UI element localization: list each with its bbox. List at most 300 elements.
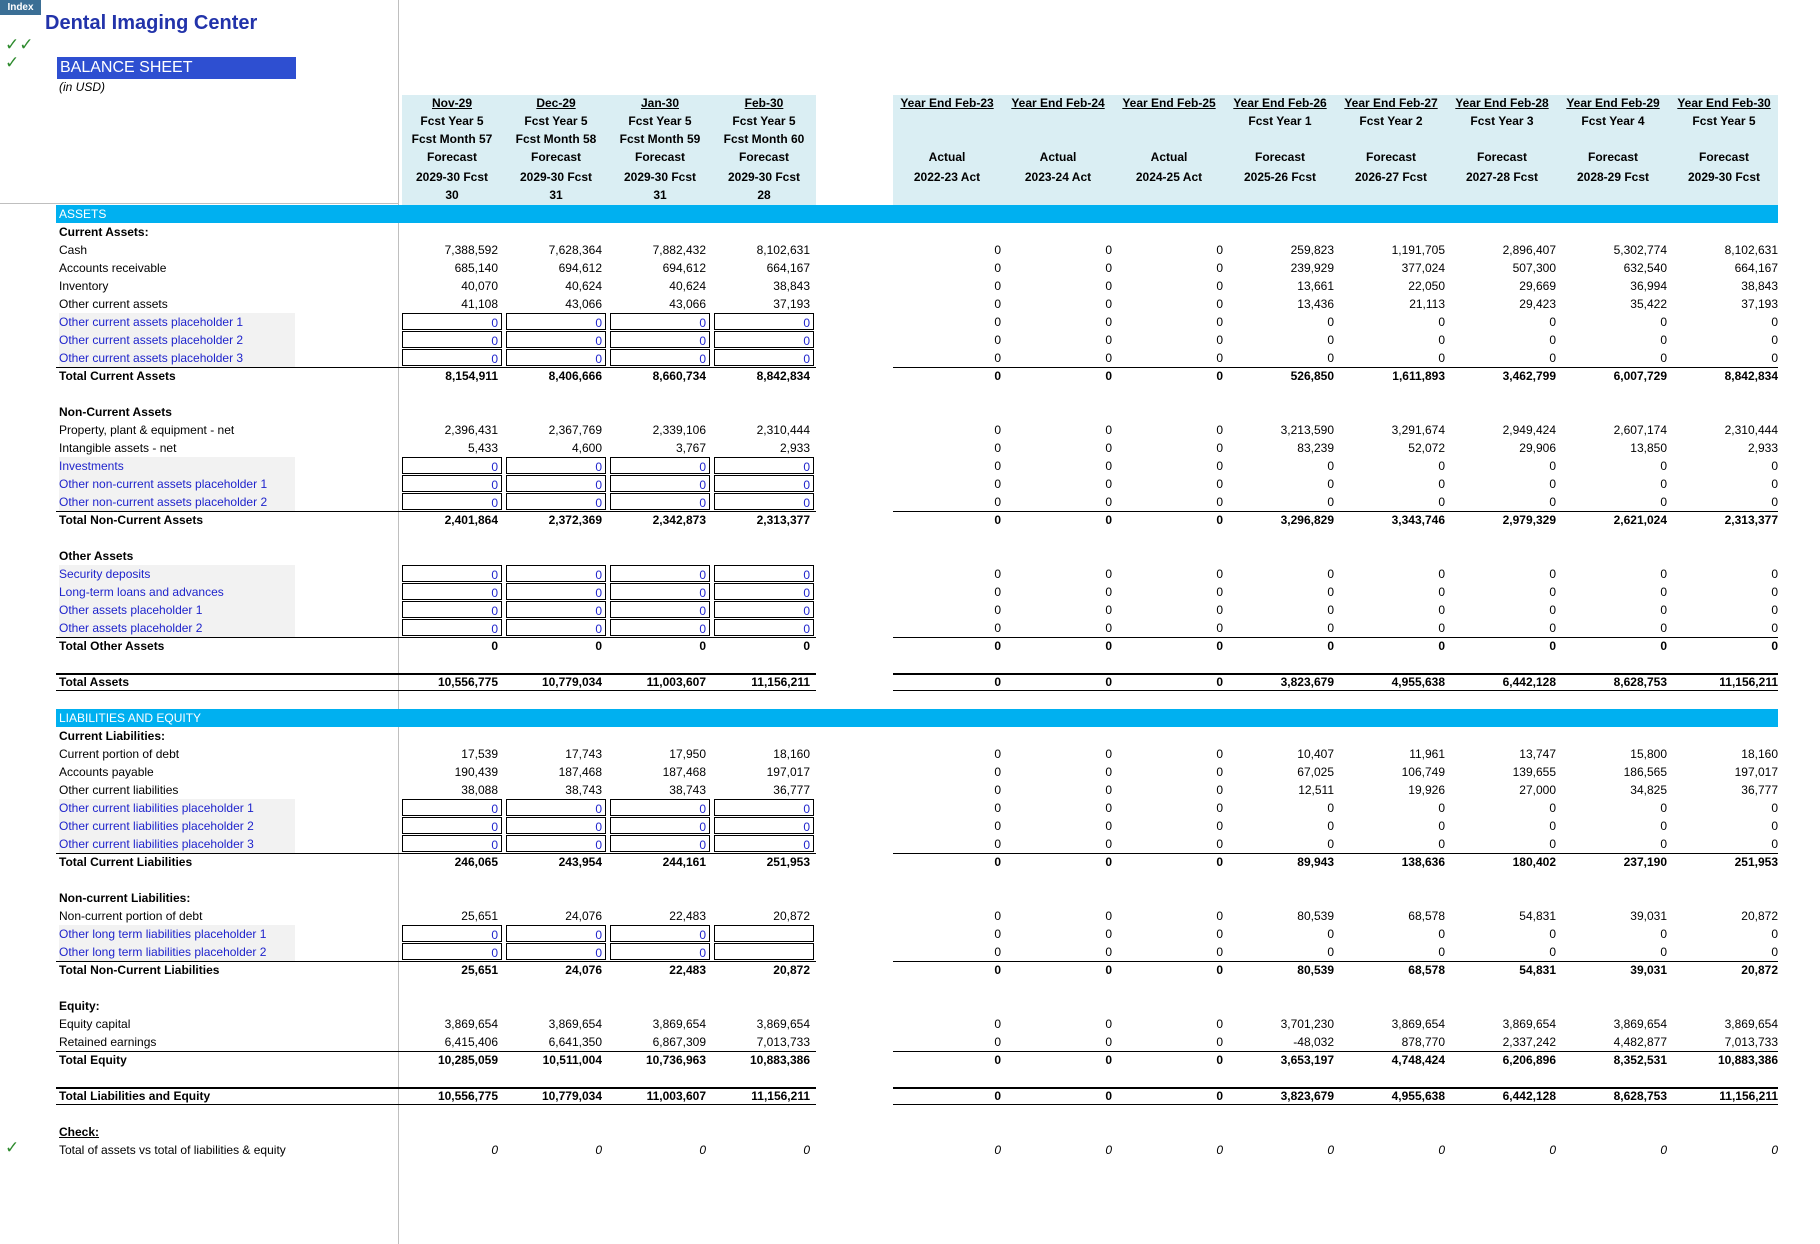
annual-value-cell: 0 [994,333,1001,347]
annual-value-cell: 3,869,654 [1391,1017,1445,1031]
annual-value-cell: 0 [1438,495,1445,509]
row-label: Current portion of debt [59,747,180,761]
row-label: Total Current Liabilities [59,855,193,869]
input-cell[interactable]: 0 [610,925,710,942]
value-cell: 3,869,654 [548,1017,602,1031]
value-cell: 24,076 [565,963,602,977]
annual-value-cell: 3,213,590 [1280,423,1334,437]
annual-value-cell: 0 [1216,369,1223,383]
annual-value-cell: 0 [1771,945,1778,959]
annual-value-cell: 0 [1216,603,1223,617]
input-cell[interactable]: 0 [610,475,710,492]
annual-value-cell: 0 [1216,963,1223,977]
total-top-rule [893,961,1778,962]
annual-value-cell: 68,578 [1408,963,1445,977]
total-top-rule [402,637,816,638]
days-header: 30 [445,188,459,202]
input-cell[interactable]: 0 [402,943,502,960]
annual-value-cell: 6,206,896 [1502,1053,1556,1067]
total-top-rule [56,961,420,962]
annual-value-cell: 0 [1105,1035,1112,1049]
placeholder-row-label[interactable]: Investments [59,457,295,475]
total-top-rule [893,367,1778,368]
row-label: Intangible assets - net [59,441,177,455]
value-cell: 0 [699,639,706,653]
total-top-rule [893,511,1778,512]
value-cell: 685,140 [454,261,498,275]
row-label: Total Equity [59,1053,127,1067]
annual-value-cell: 0 [1549,477,1556,491]
fcst-year-header: Fcst Year 5 [524,114,588,128]
annual-value-cell: 0 [1438,567,1445,581]
annual-value-cell: 0 [994,927,1001,941]
annual-value-cell: 3,869,654 [1502,1017,1556,1031]
annual-value-cell: 0 [994,585,1001,599]
annual-value-cell: 526,850 [1290,369,1334,383]
annual-value-cell: 0 [994,801,1001,815]
input-cell[interactable]: 0 [402,565,502,582]
annual-value-cell: 36,777 [1741,783,1778,797]
annual-value-cell: 259,823 [1290,243,1334,257]
input-cell[interactable]: 0 [402,475,502,492]
input-cell[interactable]: 0 [402,799,502,816]
input-cell[interactable] [714,943,814,960]
annual-value-cell: 0 [1771,351,1778,365]
input-cell[interactable]: 0 [402,583,502,600]
annual-value-cell: 0 [1105,261,1112,275]
input-cell[interactable]: 0 [714,475,814,492]
input-cell[interactable]: 0 [506,925,606,942]
annual-value-cell: 20,872 [1741,909,1778,923]
row-label: Retained earnings [59,1035,157,1049]
value-cell: 10,285,059 [437,1053,498,1067]
section-band-label: ASSETS [59,207,107,221]
annual-value-cell: 0 [994,675,1001,689]
fcst-year-header: Fcst Year 5 [1692,114,1756,128]
value-cell: 43,066 [669,297,706,311]
input-cell[interactable]: 0 [402,817,502,834]
input-cell[interactable]: 0 [506,835,606,852]
input-cell[interactable]: 0 [714,313,814,330]
value-cell: 0 [595,1143,602,1157]
annual-value-cell: 0 [1771,495,1778,509]
annual-value-cell: 0 [1105,675,1112,689]
annual-value-cell: 0 [1216,945,1223,959]
value-cell: 40,624 [565,279,602,293]
placeholder-row-label[interactable]: Other current liabilities placeholder 1 [59,799,295,817]
input-cell[interactable]: 0 [610,457,710,474]
annual-value-cell: 0 [1105,495,1112,509]
annual-value-cell: 180,402 [1512,855,1556,869]
input-cell[interactable]: 0 [402,313,502,330]
input-cell[interactable]: 0 [610,349,710,366]
row-label: Total Non-Current Liabilities [59,963,220,977]
fiscal-year-header: 2024-25 Act [1135,170,1203,184]
input-cell[interactable]: 0 [714,799,814,816]
annual-value-cell: 0 [1660,495,1667,509]
value-cell: 8,842,834 [756,369,810,383]
input-cell[interactable]: 0 [506,619,606,636]
row-label: Total Current Assets [59,369,176,383]
annual-value-cell: 2,607,174 [1613,423,1667,437]
double-check-icon: ✓✓ [5,35,34,54]
input-cell[interactable]: 0 [714,565,814,582]
annual-value-cell: 0 [1216,855,1223,869]
annual-value-cell: 0 [1327,819,1334,833]
total-top-rule [56,637,420,638]
input-cell[interactable]: 0 [714,493,814,510]
row-label: Accounts payable [59,765,154,779]
total-top-rule [402,1051,816,1052]
year-end-header: Year End Feb-26 [1233,96,1327,110]
annual-value-cell: 4,482,877 [1613,1035,1667,1049]
annual-value-cell: 507,300 [1512,261,1556,275]
section-heading: Non-current Liabilities: [59,891,191,905]
annual-value-cell: 0 [994,261,1001,275]
value-cell: 22,483 [669,909,706,923]
input-cell[interactable]: 0 [714,457,814,474]
annual-value-cell: 0 [1216,1089,1223,1103]
annual-value-cell: 0 [1549,495,1556,509]
annual-value-cell: 22,050 [1408,279,1445,293]
annual-value-cell: 0 [1105,819,1112,833]
placeholder-row-label[interactable]: Other current assets placeholder 3 [59,349,295,367]
input-cell[interactable]: 0 [714,835,814,852]
total-top-rule [402,673,816,675]
annual-value-cell: 0 [1216,495,1223,509]
annual-value-cell: 0 [1105,747,1112,761]
value-cell: 190,439 [454,765,498,779]
annual-value-cell: 0 [1327,495,1334,509]
annual-value-cell: 0 [1660,333,1667,347]
annual-value-cell: 8,352,531 [1613,1053,1667,1067]
annual-value-cell: 0 [1327,459,1334,473]
placeholder-row-label[interactable]: Other assets placeholder 2 [59,619,295,637]
annual-value-cell: 878,770 [1401,1035,1445,1049]
annual-value-cell: 0 [994,441,1001,455]
value-cell: 0 [491,639,498,653]
input-cell[interactable]: 0 [402,601,502,618]
placeholder-row-label[interactable]: Other current liabilities placeholder 3 [59,835,295,853]
value-cell: 22,483 [669,963,706,977]
annual-value-cell: 0 [1105,783,1112,797]
value-cell: 2,339,106 [652,423,706,437]
annual-value-cell: 0 [1438,459,1445,473]
input-cell[interactable]: 0 [714,583,814,600]
annual-value-cell: -48,032 [1293,1035,1334,1049]
annual-value-cell: 0 [994,459,1001,473]
annual-value-cell: 0 [1216,621,1223,635]
annual-value-cell: 0 [994,1089,1001,1103]
input-cell[interactable]: 0 [714,349,814,366]
annual-value-cell: 27,000 [1519,783,1556,797]
input-cell[interactable]: 0 [610,565,710,582]
annual-value-cell: 0 [994,909,1001,923]
annual-value-cell: 0 [1105,837,1112,851]
annual-value-cell: 0 [1771,639,1778,653]
value-cell: 8,102,631 [756,243,810,257]
annual-value-cell: 52,072 [1408,441,1445,455]
placeholder-row-label[interactable]: Other assets placeholder 1 [59,601,295,619]
annual-value-cell: 0 [1216,279,1223,293]
annual-value-cell: 0 [1771,819,1778,833]
annual-value-cell: 11,156,211 [1719,1089,1778,1103]
annual-value-cell: 3,869,654 [1724,1017,1778,1031]
annual-value-cell: 0 [994,369,1001,383]
placeholder-row-label[interactable]: Other non-current assets placeholder 1 [59,475,295,493]
input-cell[interactable]: 0 [714,331,814,348]
total-bottom-rule [56,1104,420,1105]
annual-value-cell: 0 [1105,1143,1112,1157]
value-cell: 0 [803,639,810,653]
section-band-label: LIABILITIES AND EQUITY [59,711,202,725]
value-cell: 2,372,369 [548,513,602,527]
annual-value-cell: 0 [1771,477,1778,491]
value-cell: 2,310,444 [756,423,810,437]
annual-value-cell: 0 [1660,639,1667,653]
annual-value-cell: 0 [1549,945,1556,959]
annual-value-cell: 0 [1438,603,1445,617]
company-title: Dental Imaging Center [45,12,258,34]
period-type-header: Forecast [1587,150,1639,164]
annual-value-cell: 0 [1105,603,1112,617]
value-cell: 0 [803,1143,810,1157]
annual-value-cell: 0 [1660,819,1667,833]
annual-value-cell: 0 [1105,369,1112,383]
value-cell: 38,088 [461,783,498,797]
placeholder-row-label[interactable]: Other long term liabilities placeholder 1 [59,925,295,943]
input-cell[interactable]: 0 [610,943,710,960]
annual-value-cell: 0 [994,945,1001,959]
input-cell[interactable]: 0 [610,619,710,636]
annual-value-cell: 0 [994,639,1001,653]
row-label: Accounts receivable [59,261,167,275]
input-cell[interactable]: 0 [506,331,606,348]
placeholder-row-label[interactable]: Other current assets placeholder 1 [59,313,295,331]
fiscal-year-header: 2029-30 Fcst [1687,170,1761,184]
value-cell: 20,872 [773,963,810,977]
annual-value-cell: 0 [1105,333,1112,347]
annual-value-cell: 0 [1216,837,1223,851]
annual-value-cell: 39,031 [1630,909,1667,923]
fcst-month-header: Fcst Month 59 [619,132,701,146]
value-cell: 2,396,431 [444,423,498,437]
annual-value-cell: 0 [1105,1089,1112,1103]
total-bottom-rule [402,690,816,691]
placeholder-row-label[interactable]: Long-term loans and advances [59,583,295,601]
annual-value-cell: 54,831 [1519,963,1556,977]
annual-value-cell: 0 [1105,801,1112,815]
check-icon: ✓ [5,53,20,72]
total-top-rule [893,853,1778,854]
row-label: Cash [59,243,88,257]
annual-value-cell: 0 [1105,297,1112,311]
annual-value-cell: 0 [1327,801,1334,815]
annual-value-cell: 0 [1105,351,1112,365]
input-cell[interactable]: 0 [610,313,710,330]
input-cell[interactable]: 0 [402,835,502,852]
input-cell[interactable] [714,925,814,942]
period-type-header: Forecast [1365,150,1417,164]
total-top-rule [402,1087,816,1089]
annual-value-cell: 0 [1216,675,1223,689]
value-cell: 8,406,666 [548,369,602,383]
annual-value-cell: 8,628,753 [1613,675,1667,689]
placeholder-row-label[interactable]: Other non-current assets placeholder 2 [59,493,295,511]
input-cell[interactable]: 0 [402,493,502,510]
value-cell: 10,556,775 [437,1089,498,1103]
index-button[interactable]: Index [0,0,41,15]
annual-value-cell: 0 [1660,351,1667,365]
annual-value-cell: 3,823,679 [1280,675,1334,689]
period-type-header: Actual [1150,150,1188,164]
input-cell[interactable]: 0 [402,925,502,942]
placeholder-row-label[interactable]: Other current liabilities placeholder 2 [59,817,295,835]
annual-value-cell: 139,655 [1512,765,1556,779]
month-header: Nov-29 [431,96,472,110]
annual-value-cell: 0 [1549,603,1556,617]
total-bottom-rule [56,690,420,691]
input-cell[interactable]: 0 [402,331,502,348]
annual-value-cell: 0 [1105,315,1112,329]
input-cell[interactable]: 0 [610,601,710,618]
annual-value-cell: 0 [1216,909,1223,923]
annual-value-cell: 5,302,774 [1613,243,1667,257]
annual-value-cell: 1,611,893 [1392,369,1445,383]
section-band [56,709,1778,727]
input-cell[interactable]: 0 [714,817,814,834]
annual-value-cell: 0 [994,477,1001,491]
input-cell[interactable]: 0 [506,313,606,330]
annual-value-cell: 0 [1216,1143,1223,1157]
annual-value-cell: 0 [1105,765,1112,779]
annual-value-cell: 0 [994,603,1001,617]
annual-value-cell: 0 [1216,1017,1223,1031]
fiscal-year-header: 2029-30 Fcst [727,170,801,184]
input-cell[interactable]: 0 [402,619,502,636]
input-cell[interactable]: 0 [506,349,606,366]
month-header: Jan-30 [640,96,680,110]
input-cell[interactable]: 0 [506,943,606,960]
annual-value-cell: 10,407 [1297,747,1334,761]
annual-value-cell: 0 [1438,351,1445,365]
period-type-header: Forecast [530,150,582,164]
value-cell: 38,743 [669,783,706,797]
annual-value-cell: 0 [1660,585,1667,599]
annual-value-cell: 0 [1771,621,1778,635]
input-cell[interactable]: 0 [714,601,814,618]
annual-value-cell: 0 [994,837,1001,851]
period-type-header: Actual [1039,150,1077,164]
annual-value-cell: 0 [1216,315,1223,329]
input-cell[interactable]: 0 [610,583,710,600]
input-cell[interactable]: 0 [610,493,710,510]
annual-value-cell: 0 [1216,513,1223,527]
annual-value-cell: 13,661 [1297,279,1334,293]
annual-value-cell: 0 [1438,585,1445,599]
input-cell[interactable]: 0 [610,817,710,834]
annual-value-cell: 0 [1216,423,1223,437]
value-cell: 6,415,406 [444,1035,498,1049]
value-cell: 43,066 [565,297,602,311]
input-cell[interactable]: 0 [506,799,606,816]
year-end-header: Year End Feb-24 [1011,96,1105,110]
days-header: 28 [757,188,771,202]
annual-value-cell: 68,578 [1408,909,1445,923]
input-cell[interactable]: 0 [506,817,606,834]
input-cell[interactable]: 0 [506,601,606,618]
placeholder-row-label[interactable]: Other current assets placeholder 2 [59,331,295,349]
row-label: Other current assets [59,297,168,311]
annual-value-cell: 0 [1216,585,1223,599]
fiscal-year-header: 2026-27 Fcst [1354,170,1428,184]
input-cell[interactable]: 0 [506,565,606,582]
input-cell[interactable]: 0 [506,475,606,492]
input-cell[interactable]: 0 [610,331,710,348]
month-header: Dec-29 [536,96,576,110]
annual-value-cell: 3,823,679 [1280,1089,1334,1103]
annual-value-cell: 237,190 [1623,855,1667,869]
annual-value-cell: 13,436 [1297,297,1334,311]
input-cell[interactable]: 0 [402,457,502,474]
row-label: Property, plant & equipment - net [59,423,235,437]
annual-value-cell: 197,017 [1734,765,1778,779]
value-cell: 243,954 [558,855,602,869]
input-cell[interactable]: 0 [402,349,502,366]
placeholder-row-label[interactable]: Security deposits [59,565,295,583]
annual-value-cell: 0 [1216,243,1223,257]
placeholder-row-label[interactable]: Other long term liabilities placeholder 2 [59,943,295,961]
annual-value-cell: 0 [1105,1053,1112,1067]
annual-value-cell: 0 [1549,801,1556,815]
row-label: Total of assets vs total of liabilities & equity [59,1143,286,1157]
period-type-header: Forecast [1476,150,1528,164]
annual-value-cell: 0 [1105,945,1112,959]
period-type-header: Forecast [634,150,686,164]
input-cell[interactable]: 0 [506,493,606,510]
value-cell: 197,017 [766,765,810,779]
input-cell[interactable]: 0 [610,799,710,816]
total-top-rule [893,1051,1778,1052]
input-cell[interactable]: 0 [506,457,606,474]
annual-value-cell: 35,422 [1630,297,1667,311]
annual-value-cell: 0 [1438,819,1445,833]
section-band [56,205,1778,223]
fiscal-year-header: 2029-30 Fcst [623,170,697,184]
value-cell: 7,628,364 [548,243,602,257]
value-cell: 10,779,034 [541,1089,602,1103]
value-cell: 8,154,911 [445,369,498,383]
annual-value-cell: 3,296,829 [1280,513,1334,527]
annual-value-cell: 0 [1660,567,1667,581]
annual-value-cell: 0 [994,351,1001,365]
total-top-rule [56,1051,420,1052]
input-cell[interactable]: 0 [506,583,606,600]
annual-value-cell: 0 [1216,783,1223,797]
annual-value-cell: 0 [1549,333,1556,347]
status-check-icons [5,36,45,72]
fcst-year-header: Fcst Year 5 [628,114,692,128]
column-divider [398,0,399,1244]
annual-value-cell: 2,979,329 [1502,513,1556,527]
value-cell: 5,433 [467,441,498,455]
annual-value-cell: 12,511 [1298,783,1334,797]
period-type-header: Forecast [738,150,790,164]
annual-value-cell: 0 [1549,837,1556,851]
annual-value-cell: 4,955,638 [1391,1089,1445,1103]
input-cell[interactable]: 0 [610,835,710,852]
input-cell[interactable]: 0 [714,619,814,636]
